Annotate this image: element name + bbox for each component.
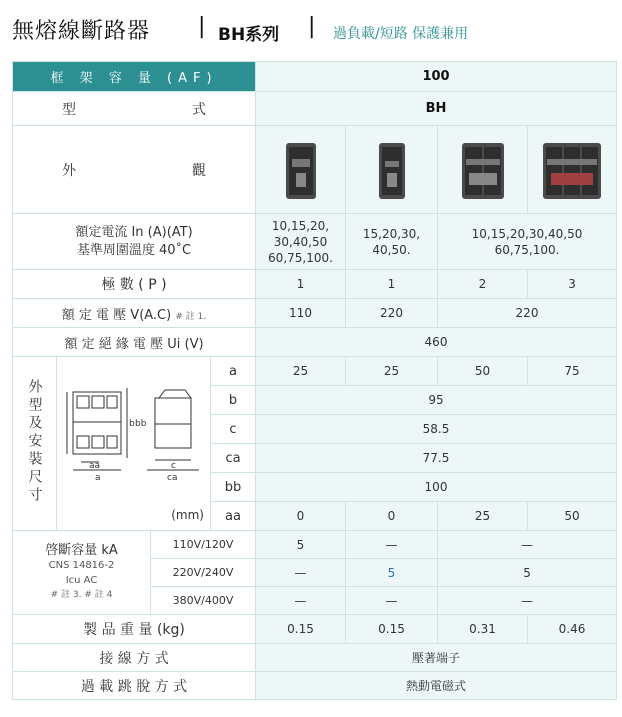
row-insulation-voltage bbox=[13, 328, 617, 357]
rated-current-1p-220: 15,20,30, 40,50. bbox=[346, 214, 438, 270]
wiring-value: 壓著端子 bbox=[256, 644, 617, 672]
dim-a-value: 25 bbox=[346, 357, 438, 386]
page-title: 無熔線斷路器 bbox=[12, 19, 151, 44]
dim-aa-value: 0 bbox=[346, 502, 438, 531]
drawing-label-ca: ca bbox=[166, 473, 177, 483]
dims-label: 外型及安裝尺寸 bbox=[26, 379, 43, 505]
breaking-icu: Icu AC bbox=[65, 574, 98, 586]
rated-current-label-line1: 額定電流 In (A)(AT) bbox=[75, 224, 193, 240]
poles-value: 1 bbox=[346, 270, 438, 299]
voltage-value: 110 bbox=[256, 299, 346, 328]
breaking-value: — bbox=[438, 587, 617, 615]
dim-a-value: 25 bbox=[256, 357, 346, 386]
row-weight bbox=[13, 615, 617, 644]
weight-value: 0.46 bbox=[528, 615, 617, 644]
header-separator: | bbox=[198, 14, 206, 39]
row-dim-a bbox=[13, 357, 617, 386]
row-poles bbox=[13, 270, 617, 299]
weight-value: 0.15 bbox=[256, 615, 346, 644]
appearance-label bbox=[13, 126, 256, 214]
breaking-standard: CNS 14816-2 bbox=[48, 559, 115, 571]
breaker-1p-image bbox=[256, 126, 346, 214]
wiring-label: 接 線 方 式 bbox=[13, 644, 256, 672]
dim-a-value: 75 bbox=[528, 357, 617, 386]
breaker-1p-image bbox=[346, 126, 438, 214]
dim-aa-value: 50 bbox=[528, 502, 617, 531]
drawing-label-a: a bbox=[94, 473, 101, 483]
breaking-value: — bbox=[256, 559, 346, 587]
dimension-drawing bbox=[57, 357, 211, 531]
voltage-label bbox=[13, 299, 256, 328]
type-value: BH bbox=[256, 92, 617, 126]
page-header bbox=[0, 0, 622, 52]
dim-bb-value: 100 bbox=[256, 473, 617, 502]
weight-value: 0.31 bbox=[438, 615, 528, 644]
header-separator: | bbox=[308, 14, 316, 39]
breaking-value: — bbox=[346, 531, 438, 559]
dims-label-cell bbox=[13, 357, 57, 531]
dim-aa-value: 0 bbox=[256, 502, 346, 531]
voltage-label-text: 額 定 電 壓 V(A.C) bbox=[61, 307, 172, 323]
appearance-label-right: 觀 bbox=[192, 162, 206, 179]
breaking-value: — bbox=[438, 531, 617, 559]
breaker-2p-image bbox=[438, 126, 528, 214]
frame-value: 100 bbox=[256, 62, 617, 92]
dim-name-aa: aa bbox=[211, 502, 256, 531]
drawing-label-aa: aa bbox=[88, 461, 100, 471]
poles-value: 2 bbox=[438, 270, 528, 299]
rated-current-label bbox=[13, 214, 256, 270]
appearance-label-left: 外 bbox=[62, 162, 76, 179]
breaking-value: 5 bbox=[256, 531, 346, 559]
drawing-label-bb: bb bbox=[134, 419, 146, 429]
row-type bbox=[13, 92, 617, 126]
type-label bbox=[13, 92, 256, 126]
dim-name-c: c bbox=[211, 415, 256, 444]
poles-label: 極 數 ( P ) bbox=[13, 270, 256, 299]
type-label-right: 式 bbox=[192, 101, 206, 118]
row-appearance bbox=[13, 126, 617, 214]
trip-label: 過 載 跳 脫 方 式 bbox=[13, 672, 256, 700]
dim-name-ca: ca bbox=[211, 444, 256, 473]
breaking-voltage: 110V/120V bbox=[151, 531, 256, 559]
rated-current-label-line2: 基準周圍溫度 40˚C bbox=[76, 242, 192, 258]
frame-label: 框 架 容 量 (AF) bbox=[13, 62, 256, 92]
weight-label: 製 品 重 量 (kg) bbox=[13, 615, 256, 644]
dim-a-value: 50 bbox=[438, 357, 528, 386]
dim-c-value: 58.5 bbox=[256, 415, 617, 444]
breaking-label bbox=[13, 531, 151, 615]
feature-subtitle: 過負載/短路 保護兼用 bbox=[333, 26, 469, 42]
breaker-3p-image bbox=[528, 126, 617, 214]
dims-unit: (mm) bbox=[171, 508, 204, 522]
breaking-value: 5 bbox=[438, 559, 617, 587]
type-label-left: 型 bbox=[62, 101, 76, 118]
trip-value: 熱動電磁式 bbox=[256, 672, 617, 700]
dim-name-bb: bb bbox=[211, 473, 256, 502]
spec-table bbox=[12, 61, 617, 700]
breaking-value: 5 bbox=[346, 559, 438, 587]
breaking-label-title: 啓斷容量 kA bbox=[45, 542, 118, 558]
dim-b-value: 95 bbox=[256, 386, 617, 415]
breaker-3p-icon bbox=[541, 139, 603, 201]
row-wiring bbox=[13, 644, 617, 672]
drawing-label-c: c bbox=[170, 461, 176, 471]
poles-value: 1 bbox=[256, 270, 346, 299]
drawing-label-b: b bbox=[128, 419, 135, 429]
dim-aa-value: 25 bbox=[438, 502, 528, 531]
voltage-value: 220 bbox=[438, 299, 617, 328]
dim-ca-value: 77.5 bbox=[256, 444, 617, 473]
rated-current-multi: 10,15,20,30,40,50 60,75,100. bbox=[438, 214, 617, 270]
dim-name-a: a bbox=[211, 357, 256, 386]
rated-current-1p-110: 10,15,20, 30,40,50 60,75,100. bbox=[256, 214, 346, 270]
voltage-value: 220 bbox=[346, 299, 438, 328]
breaking-value: — bbox=[256, 587, 346, 615]
breaker-2p-icon bbox=[460, 139, 506, 201]
row-rated-voltage bbox=[13, 299, 617, 328]
insulation-label: 額 定 絕 緣 電 壓 Ui (V) bbox=[13, 328, 256, 357]
voltage-note: # 註 1. bbox=[175, 311, 207, 322]
breaking-value: — bbox=[346, 587, 438, 615]
row-rated-current bbox=[13, 214, 617, 270]
row-frame-capacity bbox=[13, 62, 617, 92]
breaker-1p-icon bbox=[377, 139, 407, 201]
dim-name-b: b bbox=[211, 386, 256, 415]
series-name: BH系列 bbox=[218, 25, 280, 45]
breaking-notes: # 註 3. # 註 4 bbox=[50, 589, 113, 600]
row-breaking-110 bbox=[13, 531, 617, 559]
insulation-value: 460 bbox=[256, 328, 617, 357]
poles-value: 3 bbox=[528, 270, 617, 299]
row-trip bbox=[13, 672, 617, 700]
dimension-drawing-icon bbox=[59, 382, 209, 502]
breaking-voltage: 380V/400V bbox=[151, 587, 256, 615]
breaking-voltage: 220V/240V bbox=[151, 559, 256, 587]
breaker-1p-icon bbox=[284, 139, 318, 201]
weight-value: 0.15 bbox=[346, 615, 438, 644]
